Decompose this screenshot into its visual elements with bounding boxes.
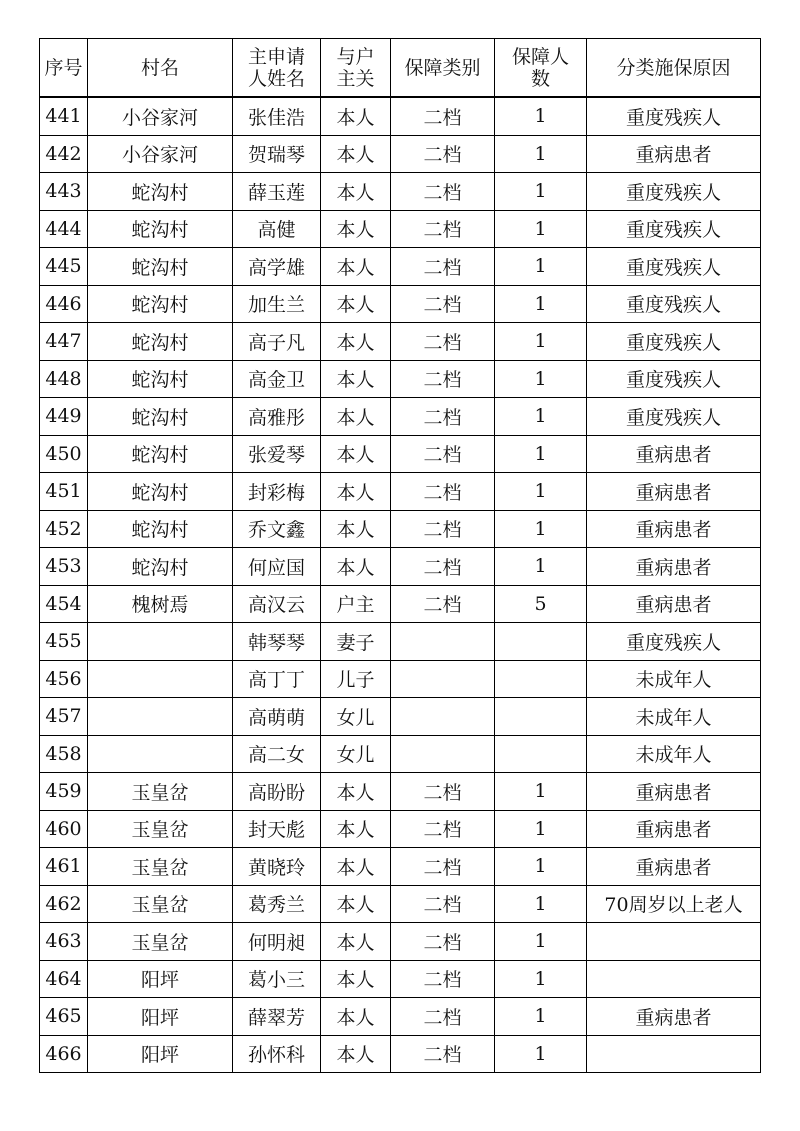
cell-count: 1: [495, 173, 587, 211]
cell-relation: 本人: [321, 135, 391, 173]
table-row: [40, 360, 761, 398]
cell-category: 二档: [391, 998, 495, 1036]
cell-category: 二档: [391, 398, 495, 436]
cell-village: 玉皇岔: [88, 848, 233, 886]
cell-category: 二档: [391, 173, 495, 211]
cell-count: 5: [495, 585, 587, 623]
cell-seq: 448: [40, 360, 88, 398]
table-row: [40, 323, 761, 361]
cell-count: 1: [495, 548, 587, 586]
cell-village: 蛇沟村: [88, 248, 233, 286]
table-body: [40, 97, 761, 1073]
cell-applicant-name: 高盼盼: [233, 773, 321, 811]
table-row: [40, 210, 761, 248]
cell-applicant-name: 薛翠芳: [233, 998, 321, 1036]
table-row: [40, 960, 761, 998]
cell-seq: 460: [40, 810, 88, 848]
cell-reason: [587, 960, 761, 998]
cell-count: 1: [495, 773, 587, 811]
cell-relation: 本人: [321, 810, 391, 848]
table-row: [40, 435, 761, 473]
cell-category: 二档: [391, 360, 495, 398]
cell-village: 蛇沟村: [88, 473, 233, 511]
cell-seq: 465: [40, 998, 88, 1036]
cell-reason: 重病患者: [587, 810, 761, 848]
cell-seq: 456: [40, 660, 88, 698]
cell-count: 1: [495, 810, 587, 848]
table-row: [40, 848, 761, 886]
cell-village: 蛇沟村: [88, 285, 233, 323]
cell-seq: 450: [40, 435, 88, 473]
cell-reason: 重度残疾人: [587, 97, 761, 135]
cell-applicant-name: 张佳浩: [233, 97, 321, 135]
cell-category: 二档: [391, 585, 495, 623]
cell-relation: 本人: [321, 435, 391, 473]
cell-category: 二档: [391, 848, 495, 886]
cell-reason: 重病患者: [587, 135, 761, 173]
cell-category: 二档: [391, 473, 495, 511]
cell-village: 蛇沟村: [88, 548, 233, 586]
cell-relation: 女儿: [321, 735, 391, 773]
table-row: [40, 698, 761, 736]
cell-reason: 重病患者: [587, 510, 761, 548]
table-row: [40, 285, 761, 323]
cell-count: [495, 623, 587, 661]
cell-count: 1: [495, 398, 587, 436]
cell-category: [391, 698, 495, 736]
cell-applicant-name: 黄晓玲: [233, 848, 321, 886]
cell-reason: [587, 1035, 761, 1073]
cell-applicant-name: 何明昶: [233, 923, 321, 961]
table-row: [40, 735, 761, 773]
cell-village: [88, 660, 233, 698]
cell-count: 1: [495, 435, 587, 473]
cell-reason: 重度残疾人: [587, 173, 761, 211]
cell-relation: 儿子: [321, 660, 391, 698]
cell-village: 玉皇岔: [88, 885, 233, 923]
cell-seq: 446: [40, 285, 88, 323]
cell-reason: 未成年人: [587, 660, 761, 698]
cell-seq: 443: [40, 173, 88, 211]
cell-relation: 妻子: [321, 623, 391, 661]
cell-seq: 454: [40, 585, 88, 623]
cell-relation: 本人: [321, 398, 391, 436]
table-row: [40, 173, 761, 211]
cell-reason: 重度残疾人: [587, 248, 761, 286]
cell-seq: 463: [40, 923, 88, 961]
cell-category: 二档: [391, 248, 495, 286]
cell-relation: 本人: [321, 1035, 391, 1073]
cell-applicant-name: 贺瑞琴: [233, 135, 321, 173]
cell-applicant-name: 高丁丁: [233, 660, 321, 698]
cell-applicant-name: 加生兰: [233, 285, 321, 323]
cell-count: 1: [495, 998, 587, 1036]
cell-category: 二档: [391, 885, 495, 923]
cell-village: [88, 623, 233, 661]
header-village: [88, 39, 233, 98]
cell-reason: 重病患者: [587, 773, 761, 811]
cell-relation: 本人: [321, 360, 391, 398]
cell-village: 阳坪: [88, 1035, 233, 1073]
cell-category: 二档: [391, 97, 495, 135]
header-count-line1: 保障人: [511, 45, 569, 68]
cell-relation: 本人: [321, 998, 391, 1036]
cell-relation: 本人: [321, 773, 391, 811]
cell-seq: 461: [40, 848, 88, 886]
cell-seq: 455: [40, 623, 88, 661]
cell-reason: 重病患者: [587, 548, 761, 586]
header-seq-label: 序号: [44, 56, 83, 79]
cell-applicant-name: 封天彪: [233, 810, 321, 848]
cell-applicant-name: 葛小三: [233, 960, 321, 998]
cell-relation: 本人: [321, 97, 391, 135]
cell-applicant-name: 高金卫: [233, 360, 321, 398]
table-row: [40, 548, 761, 586]
cell-relation: 户主: [321, 585, 391, 623]
cell-category: 二档: [391, 285, 495, 323]
cell-reason: 重病患者: [587, 848, 761, 886]
cell-village: 小谷家河: [88, 135, 233, 173]
cell-reason: 重度残疾人: [587, 210, 761, 248]
cell-village: 蛇沟村: [88, 173, 233, 211]
cell-relation: 本人: [321, 473, 391, 511]
cell-applicant-name: 高汉云: [233, 585, 321, 623]
cell-reason: 重度残疾人: [587, 623, 761, 661]
cell-relation: 女儿: [321, 698, 391, 736]
cell-village: 小谷家河: [88, 97, 233, 135]
cell-reason: 重度残疾人: [587, 360, 761, 398]
cell-reason: 重度残疾人: [587, 285, 761, 323]
cell-applicant-name: 何应国: [233, 548, 321, 586]
table-row: [40, 510, 761, 548]
cell-village: [88, 735, 233, 773]
cell-seq: 447: [40, 323, 88, 361]
table-row: [40, 998, 761, 1036]
cell-seq: 457: [40, 698, 88, 736]
cell-category: [391, 623, 495, 661]
header-category-label: 保障类别: [404, 56, 481, 79]
cell-category: 二档: [391, 210, 495, 248]
cell-applicant-name: 薛玉莲: [233, 173, 321, 211]
cell-village: 蛇沟村: [88, 510, 233, 548]
header-village-label: 村名: [140, 56, 179, 79]
header-seq: [40, 39, 88, 98]
table-row: [40, 135, 761, 173]
cell-applicant-name: 封彩梅: [233, 473, 321, 511]
cell-seq: 458: [40, 735, 88, 773]
cell-village: 蛇沟村: [88, 435, 233, 473]
cell-category: [391, 660, 495, 698]
cell-seq: 459: [40, 773, 88, 811]
cell-count: 1: [495, 248, 587, 286]
cell-village: 蛇沟村: [88, 360, 233, 398]
cell-relation: 本人: [321, 173, 391, 211]
cell-category: 二档: [391, 323, 495, 361]
cell-applicant-name: 高健: [233, 210, 321, 248]
header-relation-line2: 主关: [336, 67, 375, 90]
cell-count: 1: [495, 360, 587, 398]
cell-reason: 重病患者: [587, 435, 761, 473]
cell-village: 玉皇岔: [88, 923, 233, 961]
header-count-line2: 数: [530, 67, 550, 90]
cell-applicant-name: 高二女: [233, 735, 321, 773]
cell-applicant-name: 孙怀科: [233, 1035, 321, 1073]
cell-count: [495, 660, 587, 698]
cell-relation: 本人: [321, 248, 391, 286]
cell-applicant-name: 高子凡: [233, 323, 321, 361]
cell-relation: 本人: [321, 923, 391, 961]
cell-seq: 442: [40, 135, 88, 173]
cell-count: 1: [495, 135, 587, 173]
cell-category: [391, 735, 495, 773]
cell-category: 二档: [391, 923, 495, 961]
table-row: [40, 248, 761, 286]
header-count: [495, 39, 587, 98]
cell-category: 二档: [391, 773, 495, 811]
table-row: [40, 623, 761, 661]
cell-reason: 70周岁以上老人: [587, 885, 761, 923]
cell-relation: 本人: [321, 323, 391, 361]
cell-seq: 466: [40, 1035, 88, 1073]
cell-seq: 445: [40, 248, 88, 286]
cell-seq: 449: [40, 398, 88, 436]
cell-relation: 本人: [321, 848, 391, 886]
cell-seq: 462: [40, 885, 88, 923]
cell-reason: 重度残疾人: [587, 323, 761, 361]
cell-count: [495, 698, 587, 736]
assistance-table: [39, 38, 761, 1073]
table-row: [40, 810, 761, 848]
cell-category: 二档: [391, 1035, 495, 1073]
cell-relation: 本人: [321, 210, 391, 248]
cell-count: 1: [495, 923, 587, 961]
table-row: [40, 585, 761, 623]
table-row: [40, 97, 761, 135]
cell-count: 1: [495, 285, 587, 323]
table-row: [40, 885, 761, 923]
cell-count: 1: [495, 323, 587, 361]
cell-village: 阳坪: [88, 960, 233, 998]
cell-count: 1: [495, 510, 587, 548]
cell-village: 蛇沟村: [88, 210, 233, 248]
cell-seq: 451: [40, 473, 88, 511]
cell-applicant-name: 乔文鑫: [233, 510, 321, 548]
cell-village: [88, 698, 233, 736]
cell-count: 1: [495, 885, 587, 923]
header-applicant: [233, 39, 321, 98]
cell-count: 1: [495, 210, 587, 248]
cell-seq: 452: [40, 510, 88, 548]
cell-category: 二档: [391, 510, 495, 548]
cell-relation: 本人: [321, 960, 391, 998]
cell-village: 阳坪: [88, 998, 233, 1036]
document-page: [39, 38, 761, 1073]
cell-count: 1: [495, 473, 587, 511]
header-relation: [321, 39, 391, 98]
header-applicant-line1: 主申请: [247, 45, 305, 68]
cell-relation: 本人: [321, 285, 391, 323]
cell-relation: 本人: [321, 885, 391, 923]
cell-applicant-name: 高学雄: [233, 248, 321, 286]
cell-reason: [587, 923, 761, 961]
cell-reason: 重度残疾人: [587, 398, 761, 436]
cell-count: 1: [495, 848, 587, 886]
cell-reason: 重病患者: [587, 998, 761, 1036]
cell-applicant-name: 葛秀兰: [233, 885, 321, 923]
cell-category: 二档: [391, 960, 495, 998]
header-category: [391, 39, 495, 98]
header-row: [40, 39, 761, 98]
cell-village: 槐树焉: [88, 585, 233, 623]
cell-reason: 未成年人: [587, 735, 761, 773]
cell-count: 1: [495, 97, 587, 135]
cell-count: [495, 735, 587, 773]
header-reason: [587, 39, 761, 98]
cell-village: 玉皇岔: [88, 810, 233, 848]
table-row: [40, 1035, 761, 1073]
header-relation-line1: 与户: [336, 45, 375, 68]
cell-category: 二档: [391, 435, 495, 473]
cell-reason: 重病患者: [587, 473, 761, 511]
cell-relation: 本人: [321, 510, 391, 548]
table-row: [40, 473, 761, 511]
table-row: [40, 773, 761, 811]
cell-applicant-name: 张爱琴: [233, 435, 321, 473]
cell-category: 二档: [391, 810, 495, 848]
cell-category: 二档: [391, 548, 495, 586]
cell-seq: 453: [40, 548, 88, 586]
table-row: [40, 923, 761, 961]
cell-applicant-name: 高雅彤: [233, 398, 321, 436]
cell-reason: 未成年人: [587, 698, 761, 736]
cell-village: 玉皇岔: [88, 773, 233, 811]
cell-relation: 本人: [321, 548, 391, 586]
cell-village: 蛇沟村: [88, 323, 233, 361]
table-row: [40, 398, 761, 436]
header-applicant-line2: 人姓名: [247, 67, 305, 90]
cell-category: 二档: [391, 135, 495, 173]
cell-seq: 444: [40, 210, 88, 248]
cell-count: 1: [495, 960, 587, 998]
cell-seq: 464: [40, 960, 88, 998]
cell-applicant-name: 高萌萌: [233, 698, 321, 736]
cell-village: 蛇沟村: [88, 398, 233, 436]
header-reason-label: 分类施保原因: [616, 56, 731, 79]
cell-seq: 441: [40, 97, 88, 135]
cell-applicant-name: 韩琴琴: [233, 623, 321, 661]
table-row: [40, 660, 761, 698]
cell-count: 1: [495, 1035, 587, 1073]
cell-reason: 重病患者: [587, 585, 761, 623]
